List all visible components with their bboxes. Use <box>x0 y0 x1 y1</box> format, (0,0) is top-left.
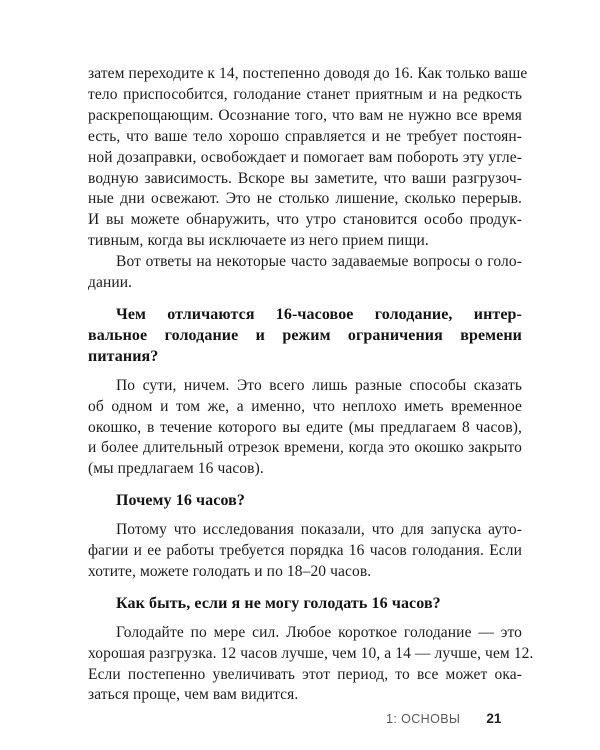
paragraph <box>88 520 522 583</box>
page-footer <box>386 711 501 726</box>
paragraph <box>88 64 528 252</box>
text-line: водную зависимость. Вскоре вы заметите, что ваши разгрузоч- <box>88 169 522 187</box>
text-line: Почему 16 часов? <box>116 492 246 510</box>
text-line: окошко, в течение которого вы едите (мы предлагаем 8 часов), <box>88 418 522 436</box>
text-line: Если постепенно увеличивать этот период, то все может ока- <box>88 665 522 683</box>
text-line: (мы предлагаем 16 часов). <box>88 460 264 478</box>
text-line: И вы можете обнаружить, что утро становится особо продук- <box>88 211 522 229</box>
text-line: об одном и том же, а именно, что неплохо иметь временное <box>88 397 522 415</box>
page-content <box>88 64 534 706</box>
text-line: затем переходите к 14, постепенно доводя до 16. Как только ваше <box>88 65 528 82</box>
text-line: фагии и ее работы требуется порядка 16 часов голодания. Если <box>88 542 522 560</box>
text-line: тело приспособится, голодание станет приятным и на редкость <box>88 85 522 103</box>
text-line: Чем отличаются 16-часовое голодание, интер- <box>116 305 522 323</box>
text-line: заться проще, чем вам видится. <box>88 686 299 704</box>
text-line: По сути, ничем. Это всего лишь разные способы сказать <box>116 376 522 394</box>
text-line: тивным, когда вы исключаете из него прием пищи. <box>88 232 429 250</box>
page-number: 21 <box>486 711 502 726</box>
text-line: есть, что ваше тело хорошо справляется и не требует постоян- <box>88 127 522 145</box>
section-heading <box>88 305 522 368</box>
text-line: ные дни освежают. Это не столько лишение, сколько перерыв. <box>88 190 522 208</box>
text-line: питания? <box>88 347 159 365</box>
text-line: хотите, можете голодать и по 18–20 часов. <box>88 562 372 580</box>
text-line: Потому что исследования показали, что для запуска ауто- <box>116 521 522 539</box>
text-line: Как быть, если я не могу голодать 16 часов? <box>116 594 441 612</box>
section-heading <box>88 491 522 512</box>
paragraph <box>88 623 534 707</box>
section-heading <box>88 594 522 615</box>
text-line: дании. <box>88 274 133 292</box>
chapter-label: 1: ОСНОВЫ <box>386 712 461 726</box>
paragraph <box>88 252 522 294</box>
text-line: раскрепощающим. Осознание того, что вам не нужно все время <box>88 106 522 124</box>
text-line: ной дозаправки, освобождает и помогает вам побороть эту угле- <box>88 148 522 166</box>
text-line: и более длительный отрезок времени, когда это окошко закрыто <box>88 439 522 457</box>
text-line: Голодайте по мере сил. Любое короткое голодание — это <box>116 623 522 641</box>
text-line: хорошая разгрузка. 12 часов лучше, чем 10, а 14 — лучше, чем 12. <box>88 644 534 662</box>
text-line: Вот ответы на некоторые часто задаваемые вопросы о голо- <box>116 253 522 271</box>
text-line: вальное голодание и режим ограничения времени <box>88 326 522 344</box>
paragraph <box>88 376 522 481</box>
